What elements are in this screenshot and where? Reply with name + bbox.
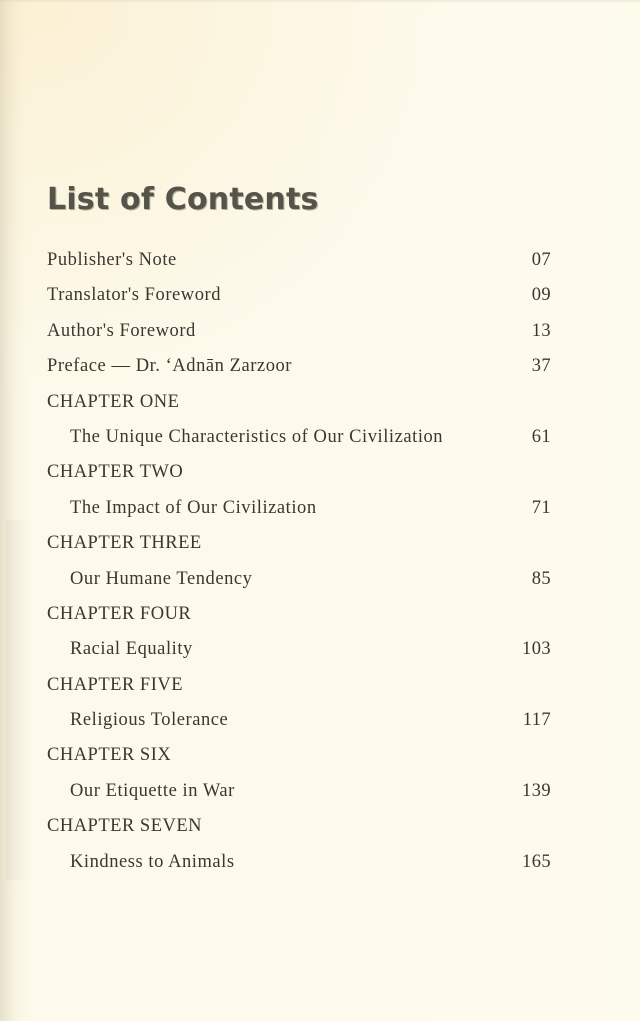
toc-entry-page-number: 61 <box>531 426 551 447</box>
toc-entry-page-number: 07 <box>531 250 551 270</box>
toc-entry-page-number: 165 <box>522 851 551 872</box>
scan-smudge-artifact <box>6 520 32 880</box>
toc-entry-page-number: 13 <box>531 320 551 341</box>
toc-chapter-heading <box>47 391 551 426</box>
toc-entry-label: The Unique Characteristics of Our Civilization <box>70 426 444 447</box>
toc-entry <box>47 355 551 390</box>
toc-entry-label: CHAPTER ONE <box>47 391 180 412</box>
page-gutter-shadow <box>0 0 26 1021</box>
toc-entry-page-number: 139 <box>522 780 551 801</box>
toc-entry-label: Our Humane Tendency <box>70 568 253 589</box>
toc-entry-page-number: 71 <box>531 497 551 518</box>
toc-entry-label: Kindness to Animals <box>70 851 235 872</box>
toc-entry-label: CHAPTER FIVE <box>47 674 184 695</box>
toc-entry-page-number: 37 <box>531 356 551 377</box>
toc-entry <box>47 851 551 886</box>
toc-chapter-heading <box>47 532 551 567</box>
toc-entry-label: Publisher's Note <box>47 250 177 270</box>
toc-entry <box>47 709 551 744</box>
page-top-edge-shading <box>0 0 640 3</box>
toc-entry-page-number: 117 <box>522 710 551 731</box>
toc-chapter-heading <box>47 744 551 779</box>
toc-entry-label: CHAPTER FOUR <box>47 603 192 624</box>
toc-chapter-heading <box>47 461 551 496</box>
toc-chapter-heading <box>47 603 551 638</box>
toc-entry-label: CHAPTER THREE <box>47 533 202 554</box>
toc-entry <box>47 638 551 673</box>
table-of-contents-list <box>47 249 551 886</box>
toc-entry-page-number: 103 <box>522 639 551 660</box>
page-title: List of Contents <box>47 182 319 217</box>
toc-entry <box>47 497 551 532</box>
toc-entry-label: Racial Equality <box>70 639 193 660</box>
toc-entry-label: Religious Tolerance <box>70 710 229 731</box>
toc-entry-label: The Impact of Our Civilization <box>70 497 317 518</box>
toc-chapter-heading <box>47 674 551 709</box>
toc-entry-label: Translator's Foreword <box>47 285 222 306</box>
toc-entry-label: CHAPTER SIX <box>47 745 172 766</box>
toc-entry <box>47 320 551 355</box>
toc-entry-label: CHAPTER SEVEN <box>47 816 203 837</box>
toc-entry-page-number: 85 <box>531 568 551 589</box>
toc-entry <box>47 284 551 319</box>
toc-chapter-heading <box>47 815 551 850</box>
toc-entry <box>47 249 551 284</box>
toc-entry-label: CHAPTER TWO <box>47 462 184 483</box>
toc-entry-label: Our Etiquette in War <box>70 780 235 801</box>
toc-entry <box>47 568 551 603</box>
toc-entry-label: Preface — Dr. ʻAdnān Zarzoor <box>47 356 293 377</box>
toc-entry <box>47 426 551 461</box>
toc-entry <box>47 780 551 815</box>
toc-entry-label: Author's Foreword <box>47 320 196 341</box>
toc-entry-page-number: 09 <box>531 285 551 306</box>
